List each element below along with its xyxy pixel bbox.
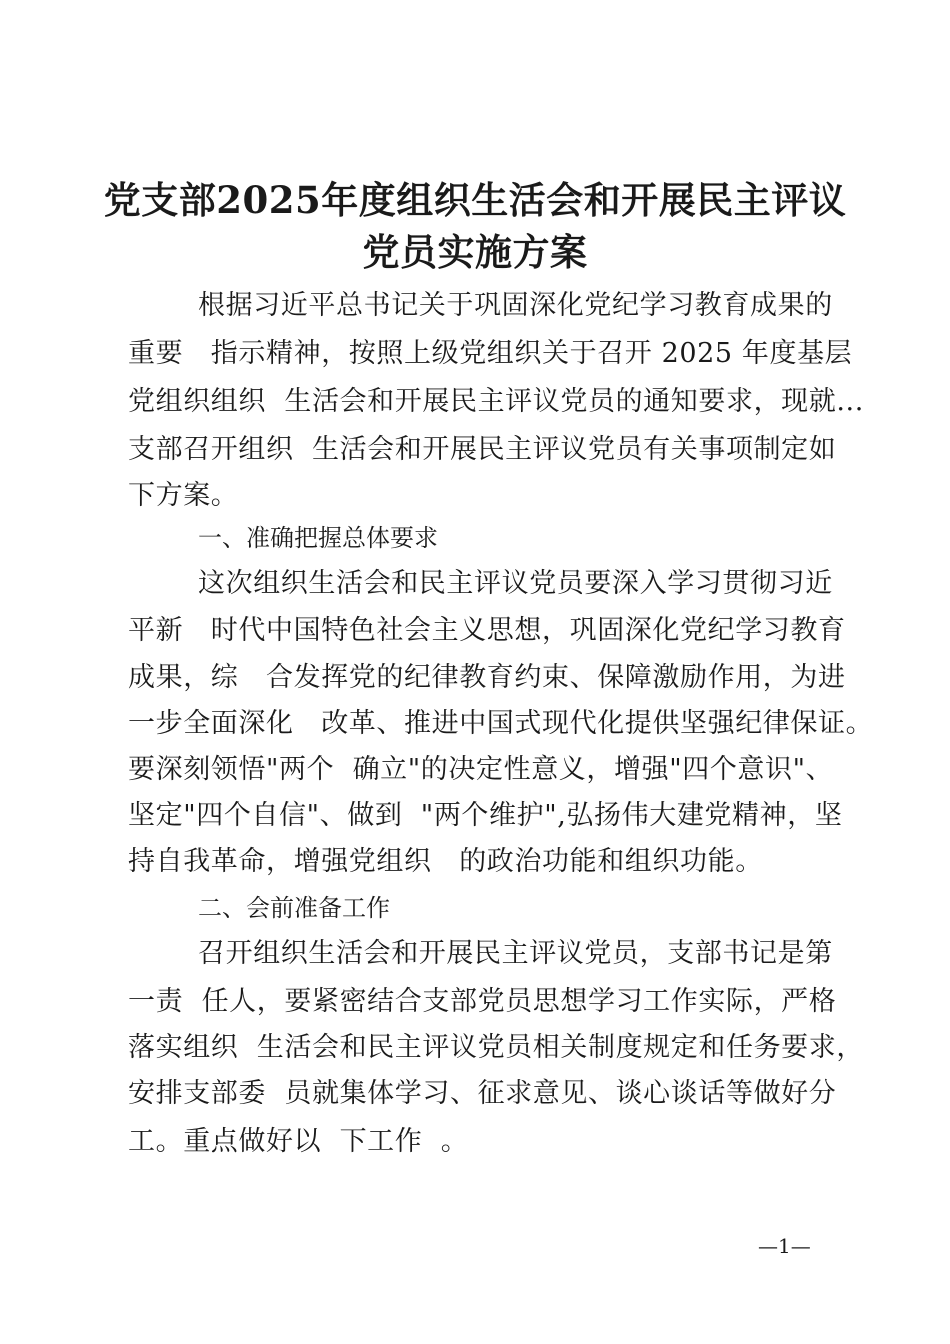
document-title-line-1: 党支部2025年度组织生活会和开展民主评议 (103, 178, 847, 222)
section-1-line-4: 一步全面深化 改革、推进中国式现代化提供坚强纪律保证。 (128, 708, 874, 739)
section-1-heading: 一、准确把握总体要求 (198, 524, 438, 552)
section-1-line-5: 要深刻领悟"两个 确立"的决定性意义，增强"四个意识"、 (128, 754, 834, 785)
section-1-line-6: 坚定"四个自信"、做到 "两个维护",弘扬伟大建党精神，坚 (128, 800, 843, 831)
section-1-line-1: 这次组织生活会和民主评议党员要深入学习贯彻习近 (198, 568, 833, 599)
section-2-line-2: 一责 任人，要紧密结合支部党员思想学习工作实际，严格 (128, 986, 837, 1017)
intro-line-2: 重要 指示精神，按照上级党组织关于召开 2025 年度基层 (128, 338, 853, 369)
section-1-line-3: 成果，综 合发挥党的纪律教育约束、保障激励作用，为进 (128, 662, 846, 693)
intro-line-3: 党组织组织 生活会和开展民主评议党员的通知要求，现就... (128, 386, 864, 417)
page-number: —1— (758, 1234, 811, 1258)
section-2-line-5: 工。重点做好以 下工作 。 (128, 1126, 469, 1157)
section-2-line-4: 安排支部委 员就集体学习、征求意见、谈心谈话等做好分 (128, 1078, 837, 1109)
intro-line-1: 根据习近平总书记关于巩固深化党纪学习教育成果的 (198, 290, 833, 321)
section-2-line-1: 召开组织生活会和开展民主评议党员，支部书记是第 (198, 938, 833, 969)
section-2-heading: 二、会前准备工作 (198, 894, 390, 922)
document-title-line-2: 党员实施方案 (362, 230, 588, 274)
intro-line-4: 支部召开组织 生活会和开展民主评议党员有关事项制定如 (128, 434, 837, 465)
section-2-line-3: 落实组织 生活会和民主评议党员相关制度规定和任务要求， (128, 1032, 864, 1063)
section-1-line-7: 持自我革命，增强党组织 的政治功能和组织功能。 (128, 846, 763, 877)
intro-line-5: 下方案。 (128, 480, 239, 511)
section-1-line-2: 平新 时代中国特色社会主义思想，巩固深化党纪学习教育 (128, 615, 846, 646)
